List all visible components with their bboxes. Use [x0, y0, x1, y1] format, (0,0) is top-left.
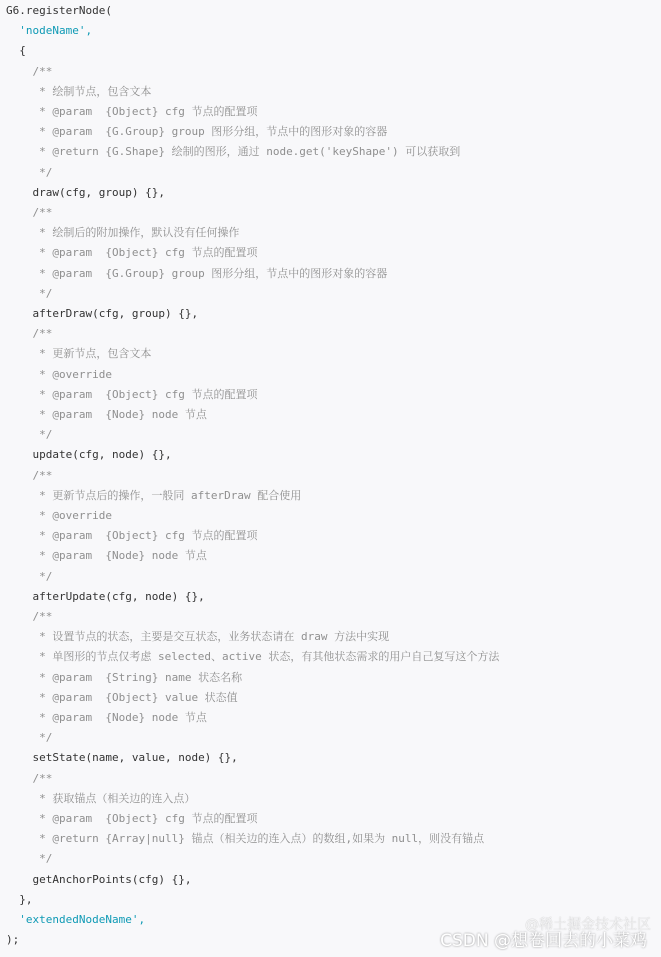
code-line	[6, 445, 172, 465]
code-indent	[6, 105, 33, 118]
code-comment: * 单图形的节点仅考虑 selected、active 状态，有其他状态需求的用户自己复写这个方法	[32, 650, 500, 664]
code-line	[6, 930, 19, 950]
code-indent	[6, 226, 33, 239]
code-line	[6, 870, 191, 890]
code-text: getAnchorPoints(cfg) {},	[32, 872, 192, 886]
code-line	[6, 82, 151, 102]
code-line	[6, 62, 52, 82]
code-text: afterUpdate(cfg, node) {},	[32, 589, 205, 603]
code-line	[6, 546, 207, 566]
code-indent	[6, 671, 33, 684]
code-indent	[6, 650, 33, 663]
code-text: draw(cfg, group) {},	[32, 185, 165, 199]
code-comment: /**	[32, 771, 53, 785]
code-line	[6, 809, 257, 829]
code-indent	[6, 125, 33, 138]
code-comment: */	[32, 569, 53, 583]
code-comment: * @param {G.Group} group 图形分组，节点中的图形对象的容器	[32, 125, 388, 139]
code-line	[6, 142, 460, 162]
code-indent	[6, 85, 33, 98]
code-indent	[6, 489, 33, 502]
code-indent	[6, 529, 33, 542]
code-comment: * @return {Array|null} 锚点（相关边的连入点）的数组,如果为 null，则没有锚点	[32, 832, 485, 846]
code-string: 'extendedNodeName',	[19, 913, 146, 926]
code-indent	[6, 347, 33, 360]
code-indent	[6, 610, 33, 623]
code-line	[6, 405, 207, 425]
code-indent	[6, 166, 33, 179]
code-comment: * @override	[32, 509, 112, 522]
code-line	[6, 627, 389, 647]
code-indent	[6, 590, 33, 603]
code-line	[6, 304, 198, 324]
code-line	[6, 849, 52, 869]
code-indent	[6, 24, 19, 37]
code-indent	[6, 711, 33, 724]
code-comment: * 绘制节点，包含文本	[32, 84, 152, 98]
code-comment: /**	[32, 610, 53, 623]
code-line	[6, 163, 52, 183]
code-comment: /**	[32, 64, 53, 78]
code-comment: * 更新节点，包含文本	[32, 347, 152, 361]
code-indent	[6, 549, 33, 562]
code-line	[6, 708, 207, 728]
code-line	[6, 668, 242, 688]
juejin-watermark: @稀土掘金技术社区	[525, 917, 651, 933]
code-comment: * @override	[32, 367, 112, 381]
code-comment: * @param {Node} node 节点	[32, 408, 207, 421]
code-comment: /**	[32, 468, 53, 482]
code-line	[6, 748, 238, 768]
code-comment: * 更新节点后的操作，一般同 afterDraw 配合使用	[32, 488, 302, 502]
code-indent	[6, 267, 33, 280]
code-indent	[6, 448, 33, 461]
code-comment: /**	[32, 327, 53, 341]
code-comment: /**	[32, 206, 53, 219]
code-indent	[6, 509, 33, 522]
code-indent	[6, 408, 33, 421]
code-comment: * @param {G.Group} group 图形分组，节点中的图形对象的容器	[32, 266, 388, 280]
code-text: {	[19, 44, 26, 58]
code-line	[6, 607, 52, 627]
code-comment: */	[32, 165, 53, 179]
code-indent	[6, 630, 33, 643]
code-indent	[6, 307, 33, 320]
code-comment: */	[32, 286, 53, 300]
code-comment: */	[32, 852, 53, 866]
code-text: );	[6, 933, 20, 947]
code-line	[6, 385, 257, 405]
code-indent	[6, 852, 33, 865]
code-line	[6, 284, 52, 304]
code-line	[6, 829, 484, 849]
code-line	[6, 647, 499, 667]
code-indent	[6, 206, 33, 219]
code-line	[6, 506, 112, 526]
code-line	[6, 526, 257, 546]
code-line	[6, 466, 52, 486]
code-line	[6, 567, 52, 587]
code-indent	[6, 65, 33, 78]
code-indent	[6, 287, 33, 300]
code-text: },	[19, 892, 33, 906]
code-indent	[6, 428, 33, 441]
code-comment: * @param {Object} value 状态值	[32, 690, 238, 704]
code-line	[6, 324, 52, 344]
code-indent	[6, 570, 33, 583]
code-line	[6, 122, 387, 142]
csdn-watermark: CSDN @想卷回去的小菜鸡	[440, 931, 647, 951]
code-line	[6, 223, 239, 243]
code-indent	[6, 44, 19, 57]
code-comment: * @param {Object} cfg 节点的配置项	[32, 246, 258, 260]
code-comment: * @param {Node} node 节点	[32, 549, 207, 563]
code-line	[6, 41, 26, 61]
code-indent	[6, 327, 33, 340]
code-line	[6, 102, 257, 122]
code-indent	[6, 772, 33, 785]
code-comment: * @param {Object} cfg 节点的配置项	[32, 105, 258, 118]
code-line	[6, 264, 387, 284]
code-indent	[6, 368, 33, 381]
code-indent	[6, 469, 33, 482]
code-comment: * @return {G.Shape} 绘制的图形，通过 node.get('keyShape') 可以获取到	[32, 145, 461, 159]
code-text: update(cfg, node) {},	[32, 448, 172, 462]
code-line	[6, 365, 112, 385]
code-line	[6, 21, 92, 41]
code-indent	[6, 246, 33, 259]
code-indent	[6, 751, 33, 764]
code-indent	[6, 691, 33, 704]
code-comment: * 获取锚点（相关边的连入点）	[32, 791, 196, 805]
code-indent	[6, 792, 33, 805]
code-comment: * @param {Object} cfg 节点的配置项	[32, 812, 258, 825]
code-indent	[6, 812, 33, 825]
code-comment: * 设置节点的状态，主要是交互状态，业务状态请在 draw 方法中实现	[32, 630, 390, 644]
code-indent	[6, 832, 33, 845]
code-indent	[6, 873, 33, 886]
code-comment: */	[32, 428, 53, 442]
code-line	[6, 243, 257, 263]
code-line	[6, 728, 52, 748]
code-line	[6, 203, 52, 223]
code-string: 'nodeName',	[19, 24, 93, 38]
code-text: G6.registerNode(	[6, 4, 112, 17]
code-line	[6, 688, 238, 708]
code-line	[6, 486, 301, 506]
code-line	[6, 344, 151, 364]
code-indent	[6, 145, 33, 158]
code-comment: * @param {Object} cfg 节点的配置项	[32, 387, 258, 401]
code-indent	[6, 913, 19, 926]
code-line	[6, 890, 33, 910]
code-line	[6, 910, 145, 930]
code-text: afterDraw(cfg, group) {},	[32, 307, 199, 320]
code-indent	[6, 731, 33, 744]
code-comment: */	[32, 731, 53, 745]
code-line	[6, 789, 195, 809]
code-comment: * @param {Object} cfg 节点的配置项	[32, 529, 258, 543]
code-comment: * @param {Node} node 节点	[32, 711, 207, 724]
code-indent	[6, 186, 33, 199]
code-comment: * 绘制后的附加操作，默认没有任何操作	[32, 226, 240, 240]
code-text: setState(name, value, node) {},	[32, 751, 238, 765]
code-comment: * @param {String} name 状态名称	[32, 670, 243, 684]
code-line	[6, 1, 112, 21]
code-indent	[6, 893, 19, 906]
code-line	[6, 769, 52, 789]
code-line	[6, 425, 52, 445]
code-line	[6, 183, 165, 203]
code-line	[6, 587, 205, 607]
code-indent	[6, 388, 33, 401]
